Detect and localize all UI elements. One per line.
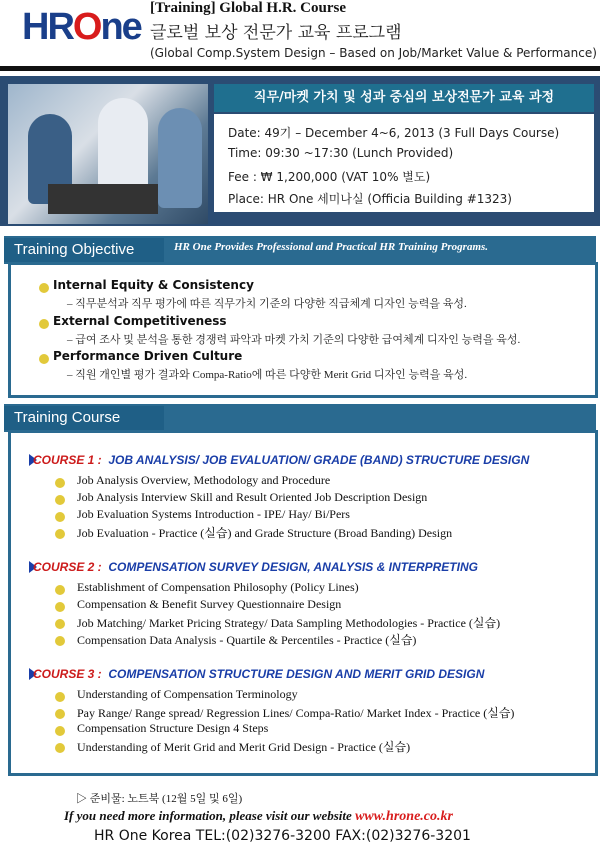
course-1-heading: COURSE 1 : JOB ANALYSIS/ JOB EVALUATION/ GRADE (BAND) STRUCTURE DESIGN	[33, 453, 530, 467]
course-item: Job Matching/ Market Pricing Strategy/ Data Sampling Methodologies - Practice (실습)	[77, 616, 501, 630]
bullet-icon	[55, 743, 65, 753]
bullet-icon	[55, 512, 65, 522]
header	[0, 0, 600, 70]
program-subtitle: (Global Comp.System Design – Based on Job/Market Value & Performance)	[150, 46, 597, 60]
course-item: Job Evaluation Systems Introduction - IPE/ Hay/ Bi/Pers	[77, 507, 350, 521]
course-item: Understanding of Merit Grid and Merit Grid Design - Practice (실습)	[77, 740, 411, 754]
bullet-icon	[39, 354, 49, 364]
bullet-icon	[55, 529, 65, 539]
more-info: If you need more information, please visit our website www.hrone.co.kr	[64, 808, 453, 824]
objective-item-desc: – 직무분석과 직무 평가에 따른 직무가치 기준의 다양한 직급체계 디자인 능력을 육성.	[67, 298, 467, 310]
course-item: Job Analysis Interview Skill and Result Oriented Job Description Design	[77, 490, 428, 504]
header-divider	[0, 66, 600, 71]
bullet-icon	[55, 495, 65, 505]
bullet-icon	[39, 319, 49, 329]
bullet-icon	[55, 619, 65, 629]
course-3-heading: COURSE 3 : COMPENSATION STRUCTURE DESIGN AND MERIT GRID DESIGN	[33, 667, 485, 681]
bullet-icon	[39, 283, 49, 293]
bullet-icon	[55, 478, 65, 488]
course-details	[214, 114, 594, 212]
bullet-icon	[55, 692, 65, 702]
objective-item-title: Performance Driven Culture	[53, 349, 243, 363]
hrone-logo: HROne	[22, 6, 141, 48]
website-link[interactable]: www.hrone.co.kr	[355, 809, 453, 824]
detail-date: Date: 49기 – December 4~6, 2013 (3 Full Days Course)	[228, 126, 560, 140]
panel-title: 직무/마켓 가치 및 성과 중심의 보상전문가 교육 과정	[214, 84, 594, 112]
course-item: Pay Range/ Range spread/ Regression Lines/ Compa-Ratio/ Market Index - Practice (실습)	[77, 706, 515, 720]
course-item: Compensation Data Analysis - Quartile & Percentiles - Practice (실습)	[77, 633, 417, 647]
course-item: Job Evaluation - Practice (실습) and Grade Structure (Broad Banding) Design	[77, 526, 453, 540]
course-2-heading: COURSE 2 : COMPENSATION SURVEY DESIGN, ANALYSIS & INTERPRETING	[33, 560, 478, 574]
detail-time: Time: 09:30 ~17:30 (Lunch Provided)	[228, 146, 454, 160]
objective-item-title: Internal Equity & Consistency	[53, 278, 254, 292]
objective-box	[8, 262, 598, 398]
team-photo	[8, 84, 208, 224]
course-heading: Training Course	[4, 406, 164, 430]
course-item: Understanding of Compensation Terminology	[77, 687, 298, 701]
bullet-icon	[55, 602, 65, 612]
program-title: 글로벌 보상 전문가 교육 프로그램	[150, 23, 402, 43]
course-item: Establishment of Compensation Philosophy (Policy Lines)	[77, 580, 359, 594]
objective-heading: Training Objective	[4, 238, 164, 262]
course-item: Compensation & Benefit Survey Questionnaire Design	[77, 597, 342, 611]
contact-line: HR One Korea TEL:(02)3276-3200 FAX:(02)3276-3201	[94, 828, 471, 844]
bullet-icon	[55, 709, 65, 719]
objective-item-title: External Competitiveness	[53, 314, 227, 328]
objective-item-desc: – 직원 개인별 평가 결과와 Compa-Ratio에 따른 다양한 Merit Grid 디자인 능력을 육성.	[67, 369, 468, 381]
course-box	[8, 430, 598, 776]
detail-fee: Fee : ₩ 1,200,000 (VAT 10% 별도)	[228, 170, 431, 184]
bullet-icon	[55, 585, 65, 595]
detail-place: Place: HR One 세미나실 (Officia Building #1323)	[228, 192, 512, 206]
bullet-icon	[55, 726, 65, 736]
bullet-icon	[55, 636, 65, 646]
course-label: [Training] Global H.R. Course	[150, 0, 346, 16]
objective-tagline: HR One Provides Professional and Practical HR Training Programs.	[174, 241, 489, 253]
objective-item-desc: – 급여 조사 및 분석을 통한 경쟁력 파악과 마켓 가치 기준의 다양한 급여체계 디자인 능력을 육성.	[67, 334, 521, 346]
course-item: Job Analysis Overview, Methodology and Procedure	[77, 473, 331, 487]
course-item: Compensation Structure Design 4 Steps	[77, 721, 269, 735]
preparation-note: ▷ 준비물: 노트북 (12월 5일 및 6일)	[76, 793, 243, 805]
